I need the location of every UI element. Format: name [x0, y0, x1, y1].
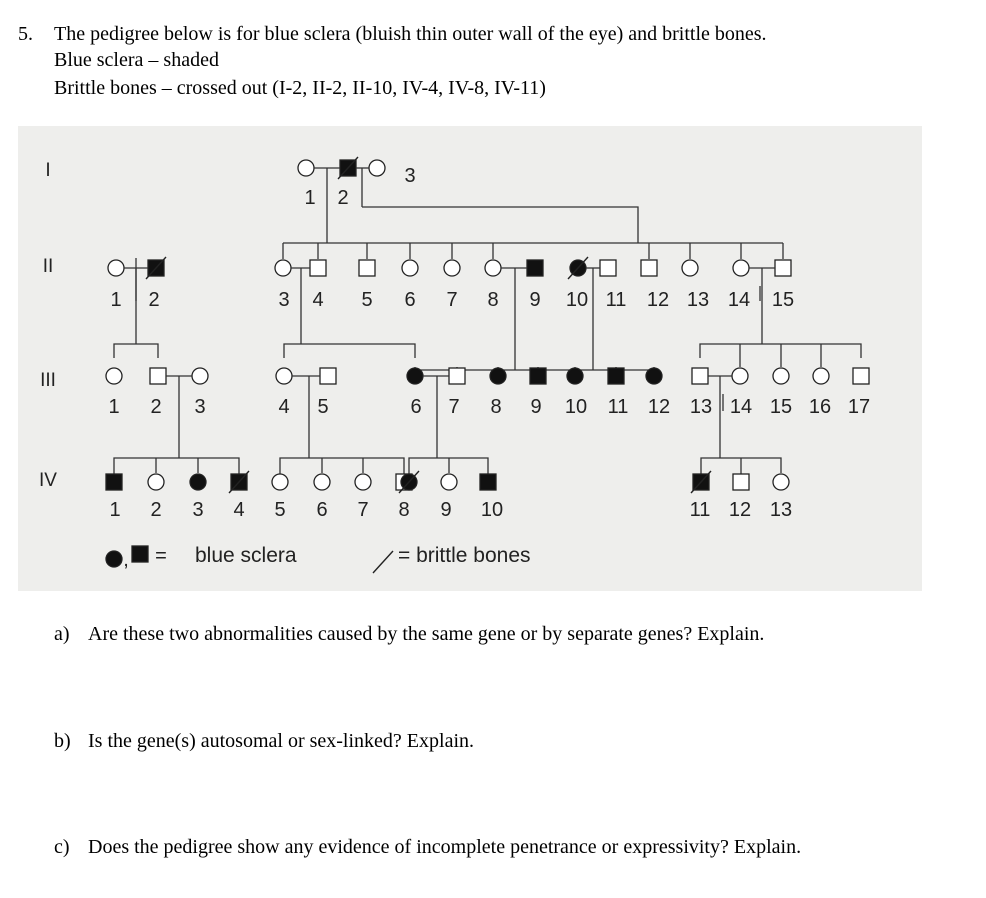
subquestion-c: [54, 835, 801, 859]
number-label-gen2: 2: [148, 289, 160, 311]
number-label-gen3: 16: [808, 396, 832, 418]
number-label-gen3: 14: [729, 396, 753, 418]
question-text: The pedigree below is for blue sclera (bluish thin outer wall of the eye) and brittle bones.: [54, 23, 767, 45]
number-label-gen3: 10: [564, 396, 588, 418]
legend-slash-icon: [373, 551, 393, 573]
subquestion-b-text: Is the gene(s) autosomal or sex-linked? Explain.: [88, 730, 474, 752]
female-symbol: [355, 474, 371, 490]
number-label-gen1: 3: [404, 165, 416, 187]
female-symbol: [682, 260, 698, 276]
number-label-gen2: 15: [771, 289, 795, 311]
male-symbol: [641, 260, 657, 276]
sibship-line: [114, 344, 158, 358]
male-symbol: [310, 260, 326, 276]
subquestion-a-label: a): [54, 623, 70, 645]
subquestion-b-label: b): [54, 730, 71, 752]
affected-female-symbol: [567, 368, 583, 384]
sibship-line: [280, 458, 404, 474]
male-symbol: [320, 368, 336, 384]
number-label-gen3: 2: [150, 396, 162, 418]
number-label-gen3: 5: [317, 396, 329, 418]
number-label-gen4: 5: [274, 499, 286, 521]
number-label-gen3: 12: [647, 396, 671, 418]
pedigree-chart: [18, 126, 922, 591]
affected-male-symbol: [608, 368, 624, 384]
subquestion-c-label: c): [54, 836, 70, 858]
question-heading: [18, 22, 767, 46]
number-label-gen4: 3: [192, 499, 204, 521]
subquestion-b: [54, 729, 474, 753]
number-label-gen4: 4: [233, 499, 245, 521]
female-symbol: [773, 474, 789, 490]
affected-female-symbol: [407, 368, 423, 384]
sibship-line: [114, 458, 239, 474]
female-symbol: [272, 474, 288, 490]
male-symbol: [853, 368, 869, 384]
number-label-gen3: 11: [607, 396, 629, 418]
number-label-gen2: 13: [686, 289, 710, 311]
female-symbol: [106, 368, 122, 384]
sibship-line: [284, 344, 415, 358]
number-label-gen2: 12: [646, 289, 670, 311]
number-label-gen3: 3: [194, 396, 206, 418]
sibship-line: [362, 207, 638, 243]
legend-brittle-bones: = brittle bones: [398, 544, 531, 567]
female-symbol: [441, 474, 457, 490]
number-label-gen1: 1: [304, 187, 316, 209]
number-label-gen3: 17: [847, 396, 871, 418]
male-symbol: [449, 368, 465, 384]
number-label-gen4: 13: [769, 499, 793, 521]
brittle-bones-key: Brittle bones – crossed out (I-2, II-2, II-10, IV-4, IV-8, IV-11): [54, 77, 546, 99]
number-label-gen2: 7: [446, 289, 458, 311]
generation-label: I: [45, 160, 51, 181]
affected-male-symbol: [132, 546, 148, 562]
number-label-gen2: 1: [110, 289, 122, 311]
legend-equals: =: [155, 545, 167, 567]
number-label-gen2: 6: [404, 289, 416, 311]
number-label-gen2: 10: [565, 289, 589, 311]
number-label-gen4: 6: [316, 499, 328, 521]
affected-male-symbol: [106, 474, 122, 490]
number-label-gen3: 6: [410, 396, 422, 418]
subquestion-a-text: Are these two abnormalities caused by the same gene or by separate genes? Explain.: [88, 623, 765, 645]
number-label-gen2: 8: [487, 289, 499, 311]
female-symbol: [485, 260, 501, 276]
generation-label: IV: [39, 470, 57, 491]
affected-female-symbol: [106, 551, 122, 567]
male-symbol: [150, 368, 166, 384]
number-label-gen2: 5: [361, 289, 373, 311]
number-label-gen2: 9: [529, 289, 541, 311]
female-symbol: [108, 260, 124, 276]
legend-blue-sclera: blue sclera: [195, 544, 297, 567]
number-label-gen4: 2: [150, 499, 162, 521]
number-label-gen4: 10: [480, 499, 504, 521]
generation-label: III: [40, 370, 56, 391]
affected-male-symbol: [530, 368, 546, 384]
number-label-gen3: 8: [490, 396, 502, 418]
affected-male-symbol: [527, 260, 543, 276]
number-label-gen2: 3: [278, 289, 290, 311]
female-symbol: [314, 474, 330, 490]
number-label-gen3: 15: [769, 396, 793, 418]
number-label-gen3: 4: [278, 396, 290, 418]
number-label-gen2: 11: [605, 289, 627, 311]
subquestion-a: [54, 622, 764, 646]
number-label-gen4: 1: [109, 499, 121, 521]
affected-female-symbol: [190, 474, 206, 490]
female-symbol: [732, 368, 748, 384]
number-label-gen4: 11: [689, 499, 711, 521]
female-symbol: [402, 260, 418, 276]
legend-separator: ,: [123, 549, 129, 571]
female-symbol: [369, 160, 385, 176]
affected-female-symbol: [646, 368, 662, 384]
female-symbol: [733, 260, 749, 276]
male-symbol: [359, 260, 375, 276]
female-symbol: [813, 368, 829, 384]
male-symbol: [733, 474, 749, 490]
blue-sclera-key: Blue sclera – shaded: [54, 49, 219, 71]
number-label-gen4: 8: [398, 499, 410, 521]
number-label-gen2: 14: [727, 289, 751, 311]
pedigree-figure: [18, 126, 922, 591]
male-symbol: [775, 260, 791, 276]
female-symbol: [298, 160, 314, 176]
number-label-gen3: 13: [689, 396, 713, 418]
male-symbol: [692, 368, 708, 384]
number-label-gen3: 7: [448, 396, 460, 418]
male-symbol: [600, 260, 616, 276]
number-label-gen4: 12: [728, 499, 752, 521]
number-label-gen3: 1: [108, 396, 120, 418]
number-label-gen4: 7: [357, 499, 369, 521]
female-symbol: [444, 260, 460, 276]
generation-label: II: [42, 256, 54, 277]
female-symbol: [192, 368, 208, 384]
number-label-gen1: 2: [337, 187, 349, 209]
female-symbol: [275, 260, 291, 276]
question-number: 5.: [18, 23, 33, 45]
number-label-gen2: 4: [312, 289, 324, 311]
subquestion-c-text: Does the pedigree show any evidence of incomplete penetrance or expressivity? Explain.: [88, 836, 802, 858]
female-symbol: [773, 368, 789, 384]
number-label-gen4: 9: [440, 499, 452, 521]
female-symbol: [276, 368, 292, 384]
affected-female-symbol: [490, 368, 506, 384]
affected-male-symbol: [480, 474, 496, 490]
number-label-gen3: 9: [530, 396, 542, 418]
female-symbol: [148, 474, 164, 490]
